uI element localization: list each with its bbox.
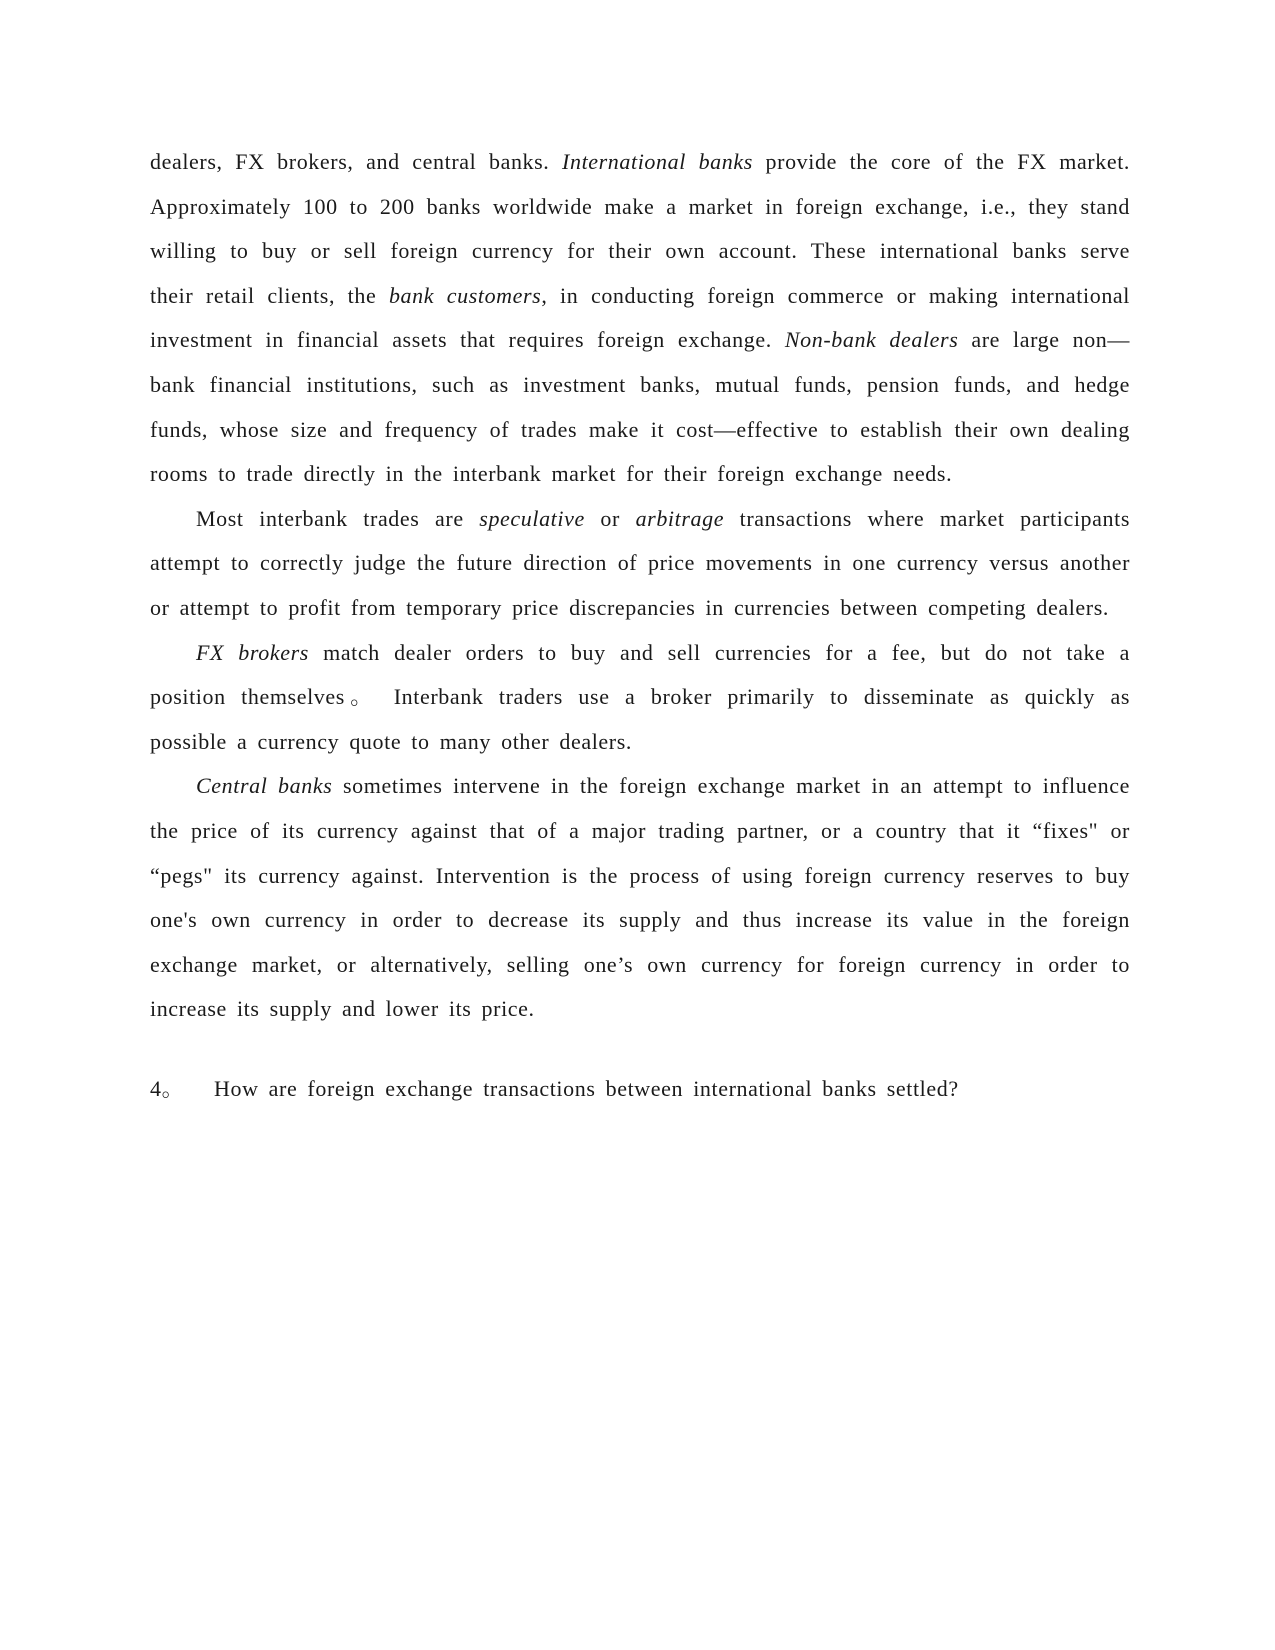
italic-term: Non-bank dealers	[784, 327, 959, 353]
text-run: Most interbank trades are	[196, 505, 480, 531]
text-run: match dealer orders to buy and sell currencies for a fee, but do not take a position themselves。 Interbank traders use a broker primarily to disseminate as quickly as possible a currency quote to many other dealers.	[150, 639, 1130, 754]
text-run: or	[584, 505, 636, 531]
paragraph	[150, 631, 1130, 765]
italic-term: International banks	[562, 149, 753, 174]
question-4	[150, 1067, 1130, 1112]
document-body	[150, 140, 1130, 1032]
italic-term: Central banks	[196, 773, 333, 799]
italic-term: speculative	[479, 505, 585, 531]
text-run: are large non—bank financial institutions, such as investment banks, mutual funds, pension funds, and hedge funds, whose size and frequency of trades make it cost—effective to establish their own dealing rooms to trade directly in the interbank market for their foreign exchange needs.	[150, 327, 1130, 487]
text-run: , in conducting foreign commerce or making international investment in financial assets that requires foreign exchange.	[150, 282, 1130, 353]
italic-term: FX brokers	[196, 639, 309, 665]
paragraph	[150, 764, 1130, 1032]
question-number: 4。	[150, 1075, 185, 1101]
text-run: provide the core of the FX market. Approximately 100 to 200 banks worldwide make a market in foreign exchange, i.e., they stand willing to buy or sell foreign currency for their own account. These international banks serve their retail clients, the	[150, 149, 1131, 308]
paragraph	[150, 497, 1130, 631]
text-run: dealers, FX brokers, and central banks.	[150, 149, 563, 174]
document-page	[150, 140, 1130, 1111]
italic-term: bank customers	[388, 282, 542, 308]
text-run: sometimes intervene in the foreign exchange market in an attempt to influence the price of its currency against that of a major trading partner, or a country that it “fixes" or “pegs" its currency against. Intervention is the process of using foreign currency reserves to buy one's own currency in order to decrease its supply and thus increase its value in the foreign exchange market, or alternatively, selling one’s own currency for foreign currency in order to increase its supply and lower its price.	[150, 773, 1130, 1022]
text-run: transactions where market participants attempt to correctly judge the future direction of price movements in one currency versus another or attempt to profit from temporary price discrepancies in currencies between competing dealers.	[150, 505, 1130, 620]
paragraph	[150, 140, 1130, 497]
italic-term: arbitrage	[635, 505, 725, 531]
question-text: How are foreign exchange transactions between international banks settled?	[214, 1075, 959, 1101]
